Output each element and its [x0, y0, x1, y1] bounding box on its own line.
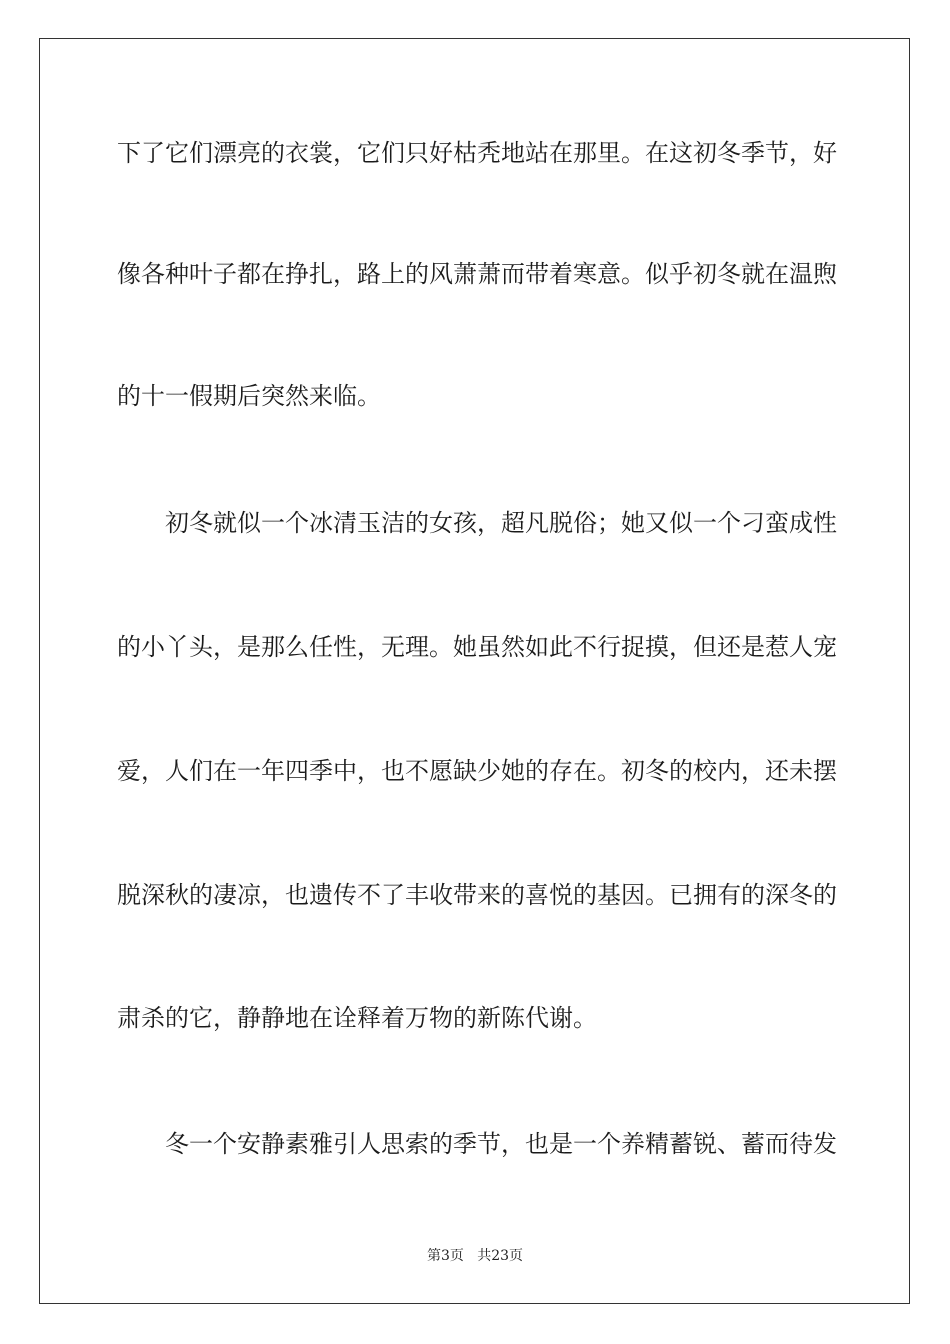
page-border: [39, 38, 910, 1304]
page-number-footer: 第3页 共23页: [426, 1248, 524, 1264]
text-line: 的小丫头，是那么任性，无理。她虽然如此不行捉摸，但还是惹人宠: [117, 633, 837, 661]
paragraph-first-line: 初冬就似一个冰清玉洁的女孩，超凡脱俗；她又似一个刁蛮成性: [165, 509, 837, 537]
text-line: 爱，人们在一年四季中，也不愿缺少她的存在。初冬的校内，还未摆: [117, 757, 837, 785]
text-line: 像各种叶子都在挣扎，路上的风萧萧而带着寒意。似乎初冬就在温煦: [117, 260, 837, 288]
text-line: 肃杀的它，静静地在诠释着万物的新陈代谢。: [117, 1004, 597, 1032]
text-line: 脱深秋的凄凉，也遗传不了丰收带来的喜悦的基因。已拥有的深冬的: [117, 881, 837, 909]
text-line: 的十一假期后突然来临。: [117, 382, 381, 410]
text-line: 下了它们漂亮的衣裳，它们只好枯秃地站在那里。在这初冬季节，好: [117, 139, 837, 167]
paragraph-first-line: 冬一个安静素雅引人思索的季节，也是一个养精蓄锐、蓄而待发: [165, 1130, 837, 1158]
